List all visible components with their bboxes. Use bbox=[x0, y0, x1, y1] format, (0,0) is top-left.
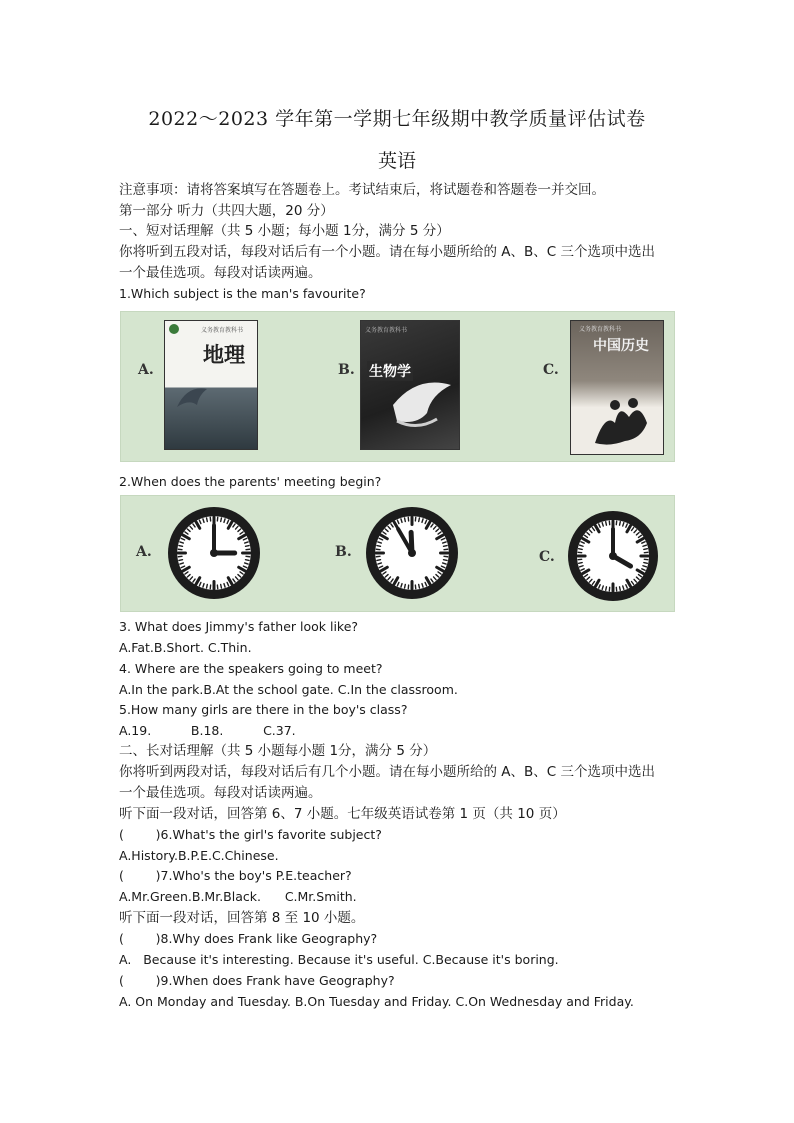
question-2: 2.When does the parents' meeting begin? bbox=[119, 474, 382, 489]
exam-subject: 英语 bbox=[377, 150, 416, 172]
question-3-options: A.Fat.B.Short. C.Thin. bbox=[119, 640, 252, 655]
dialog1-intro: 听下面一段对话，回答第 6、7 小题。七年级英语试卷第 1 页（共 10 页） bbox=[119, 806, 566, 822]
question-5: 5.How many girls are there in the boy's class? bbox=[119, 702, 408, 717]
question-4: 4. Where are the speakers going to meet? bbox=[119, 661, 383, 676]
q1-option-b-letter: B. bbox=[338, 362, 355, 378]
question-9: ( )9.When does Frank have Geography? bbox=[119, 973, 395, 988]
biology-textbook-cover bbox=[360, 320, 460, 450]
q2-option-a-letter: A. bbox=[136, 544, 152, 560]
part1-heading: 第一部分 听力（共四大题，20 分） bbox=[119, 203, 334, 219]
q1-b-book-header: 义务教育教科书 bbox=[365, 327, 408, 334]
q1-option-c-letter: C. bbox=[543, 362, 559, 378]
q1-a-book-header: 义务教育教科书 bbox=[201, 327, 244, 334]
swan-icon bbox=[387, 365, 457, 435]
clock-b-icon bbox=[365, 506, 459, 600]
q2-option-c-letter: C. bbox=[539, 549, 555, 565]
section1-heading: 一、短对话理解（共 5 小题；每小题 1分，满分 5 分） bbox=[119, 223, 450, 239]
q1-c-book-title: 中国历史 bbox=[593, 338, 649, 354]
question-8-options: A. Because it's interesting. Because it's useful. C.Because it's boring. bbox=[119, 952, 559, 967]
section2-heading: 二、长对话理解（共 5 小题每小题 1分，满分 5 分） bbox=[119, 743, 437, 759]
section1-instruction-line1: 你将听到五段对话，每段对话后有一个小题。请在每小题所给的 A、B、C 三个选项中选出 bbox=[119, 244, 656, 260]
question-3: 3. What does Jimmy's father look like? bbox=[119, 619, 359, 634]
question-7: ( )7.Who's the boy's P.E.teacher? bbox=[119, 868, 352, 883]
section2-instruction-line1: 你将听到两段对话，每段对话后有几个小题。请在每小题所给的 A、B、C 三个选项中选出 bbox=[119, 764, 656, 780]
q2-option-b-letter: B. bbox=[335, 544, 352, 560]
question-1: 1.Which subject is the man's favourite? bbox=[119, 286, 366, 301]
question-5-options: A.19. B.18. C.37. bbox=[119, 723, 296, 738]
notice-text: 注意事项：请将答案填写在答题卷上。考试结束后，将试题卷和答题卷一并交回。 bbox=[119, 182, 605, 198]
q1-option-a-letter: A. bbox=[138, 362, 154, 378]
exam-title: 2022～2023 学年第一学期七年级期中教学质量评估试卷 bbox=[148, 108, 646, 130]
question-6: ( )6.What's the girl's favorite subject? bbox=[119, 827, 382, 842]
publisher-logo-icon bbox=[169, 324, 179, 334]
dolphin-icon bbox=[173, 377, 213, 417]
dancers-icon bbox=[585, 383, 655, 449]
question-7-options: A.Mr.Green.B.Mr.Black. C.Mr.Smith. bbox=[119, 889, 357, 904]
question-8: ( )8.Why does Frank like Geography? bbox=[119, 931, 378, 946]
question-4-options: A.In the park.B.At the school gate. C.In the classroom. bbox=[119, 682, 458, 697]
section2-instruction-line2: 一个最佳选项。每段对话读两遍。 bbox=[119, 785, 322, 801]
history-textbook-cover bbox=[570, 320, 664, 455]
geography-textbook-cover bbox=[164, 320, 258, 450]
q2-image-panel bbox=[120, 495, 675, 612]
q1-b-book-title: 生物学 bbox=[367, 361, 413, 381]
q1-c-book-header: 义务教育教科书 bbox=[579, 326, 622, 333]
dialog2-intro: 听下面一段对话，回答第 8 至 10 小题。 bbox=[119, 910, 365, 926]
clock-c-icon bbox=[567, 510, 659, 602]
clock-a-icon bbox=[167, 506, 261, 600]
q1-a-book-title: 地理 bbox=[203, 342, 245, 367]
section1-instruction-line2: 一个最佳选项。每段对话读两遍。 bbox=[119, 265, 322, 281]
question-6-options: A.History.B.P.E.C.Chinese. bbox=[119, 848, 279, 863]
question-9-options: A. On Monday and Tuesday. B.On Tuesday and Friday. C.On Wednesday and Friday. bbox=[119, 994, 634, 1009]
q1-image-panel bbox=[120, 311, 675, 462]
